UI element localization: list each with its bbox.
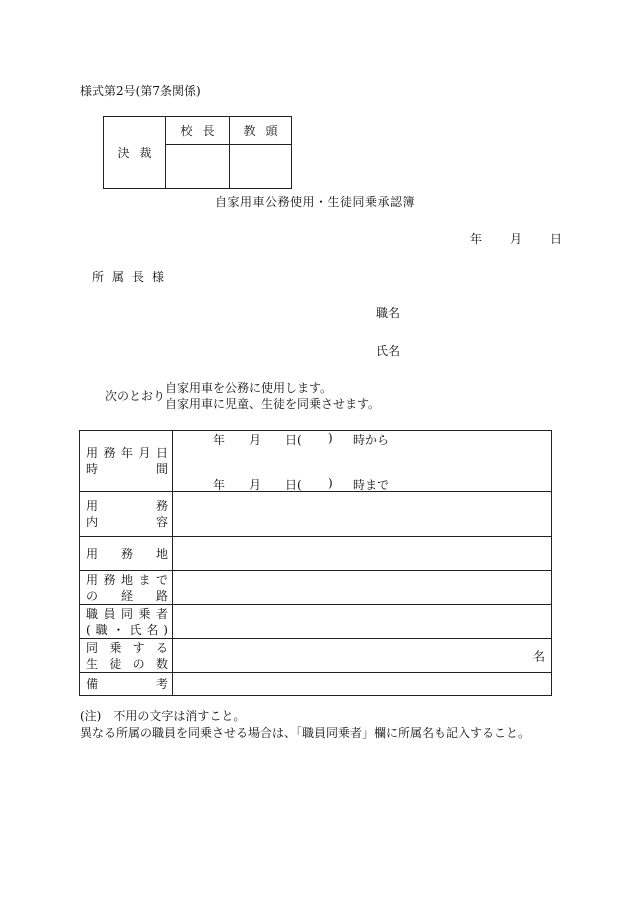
approval-label: 決裁 [104, 117, 166, 188]
recipient: 所属長様 [92, 270, 173, 284]
business-place-field[interactable] [173, 537, 552, 571]
business-place-label: 用 務 地 [80, 537, 173, 571]
approval-box [103, 116, 292, 189]
date-month: 月 [510, 232, 523, 246]
application-table [79, 430, 552, 696]
principal-header: 校長 [166, 117, 230, 145]
staff-companion-label: 職 員 同 乗 者 ( 職 ・ 氏 名 ) [80, 605, 173, 639]
intro-line-1: 自家用車を公務に使用します。 [165, 381, 333, 395]
datetime-label: 用 務 年 月 日 時 間 [80, 431, 173, 492]
business-content-field[interactable] [173, 492, 552, 537]
position-label: 職名 [376, 306, 401, 320]
vice-principal-header: 教頭 [230, 117, 291, 145]
intro-line-2: 自家用車に児童、生徒を同乗させます。 [165, 397, 381, 411]
note-1: (注) 不用の文字は消すこと。 [80, 709, 246, 723]
document-title: 自家用車公務使用・生徒同乗承認簿 [215, 195, 416, 209]
remarks-label: 備 考 [80, 673, 173, 696]
table-row [80, 492, 552, 537]
table-row [80, 673, 552, 696]
intro-lead: 次のとおり [105, 389, 166, 403]
staff-companion-field[interactable] [173, 605, 552, 639]
note-2: 異なる所属の職員を同乗させる場合は、「職員同乗者」欄に所属名も記入すること。 [80, 726, 531, 740]
business-content-label: 用 務 内 容 [80, 492, 173, 537]
form-number: 様式第2号(第7条関係) [80, 84, 201, 98]
date-year: 年 [470, 232, 483, 246]
table-row [80, 639, 552, 673]
table-row [80, 537, 552, 571]
route-field[interactable] [173, 571, 552, 605]
table-row [80, 571, 552, 605]
date-line [470, 230, 562, 247]
table-row [80, 431, 552, 492]
table-row [80, 605, 552, 639]
name-label: 氏名 [376, 344, 401, 358]
student-count-unit: 名 [532, 649, 545, 663]
principal-stamp-cell[interactable] [166, 145, 230, 188]
route-label: 用 務 地 ま で の 経 路 [80, 571, 173, 605]
student-count-label: 同 乗 す る 生 徒 の 数 [80, 639, 173, 673]
remarks-field[interactable] [173, 673, 552, 696]
date-day: 日 [550, 232, 563, 246]
datetime-field[interactable]: 年 月 日( ) 時から 年 月 日( ) 時まで [173, 431, 552, 492]
student-count-field[interactable] [173, 639, 552, 673]
